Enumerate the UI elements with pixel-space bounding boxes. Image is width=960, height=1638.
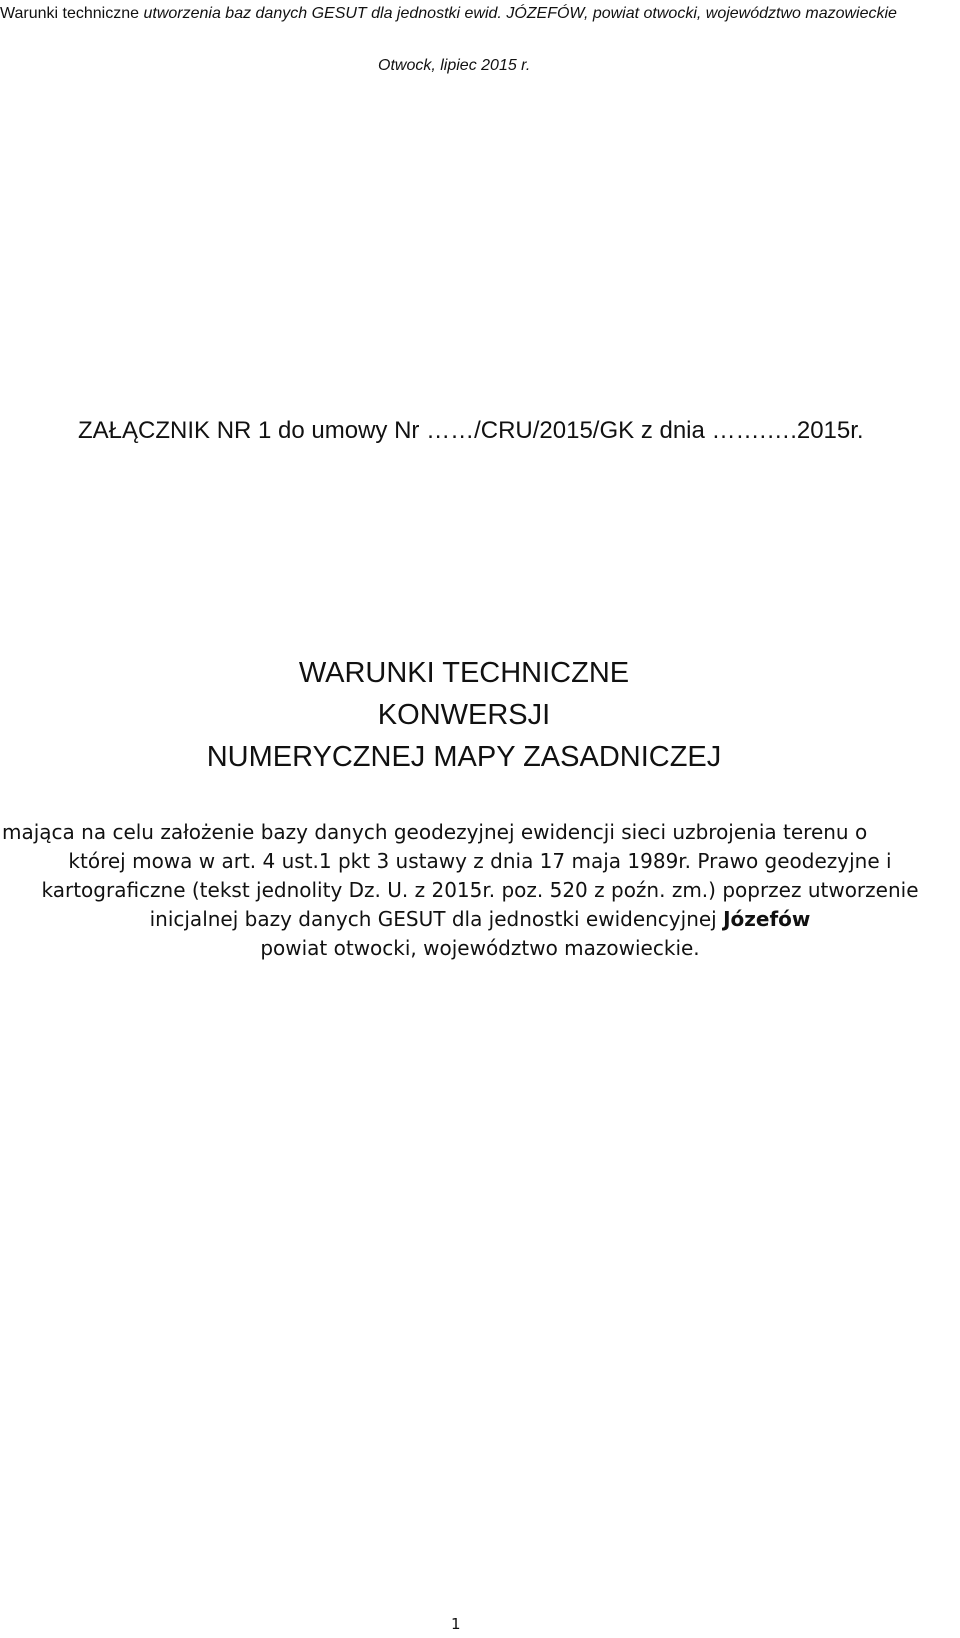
document-title [0,652,928,778]
description-line-2: której mowa w art. 4 ust.1 pkt 3 ustawy z dnia 17 maja 1989r. Prawo geodezyjne i [68,849,892,873]
description-line-5: powiat otwocki, województwo mazowieckie. [260,936,700,960]
description-line-1: mająca na celu założenie bazy danych geodezyjnej ewidencji sieci uzbrojenia terenu o [2,820,868,844]
title-line-2: KONWERSJI [377,699,551,731]
attachment-title: ZAŁĄCZNIK NR 1 do umowy Nr ……/CRU/2015/GK z dnia …….….2015r. [78,417,864,444]
description-line-4-text: inicjalnej bazy danych GESUT dla jednostki ewidencyjnej [149,907,724,931]
description-line-4 [0,905,960,934]
title-line-3: NUMERYCZNEJ MAPY ZASADNICZEJ [206,741,722,773]
document-description [0,818,960,963]
page-number: 1 [451,1615,461,1633]
running-header-italic: utworzenia baz danych GESUT dla jednostki ewid. JÓZEFÓW, powiat otwocki, województwo mazowieckie [143,5,897,22]
running-header [0,4,960,24]
running-header-lead: Warunki techniczne [0,5,144,22]
title-line-1: WARUNKI TECHNICZNE [298,657,630,689]
unit-name: Józefów [723,907,811,931]
place-and-date: Otwock, lipiec 2015 r. [378,57,531,74]
description-line-3: kartograficzne (tekst jednolity Dz. U. z 2015r. poz. 520 z poźn. zm.) poprzez utworzenie [41,878,919,902]
